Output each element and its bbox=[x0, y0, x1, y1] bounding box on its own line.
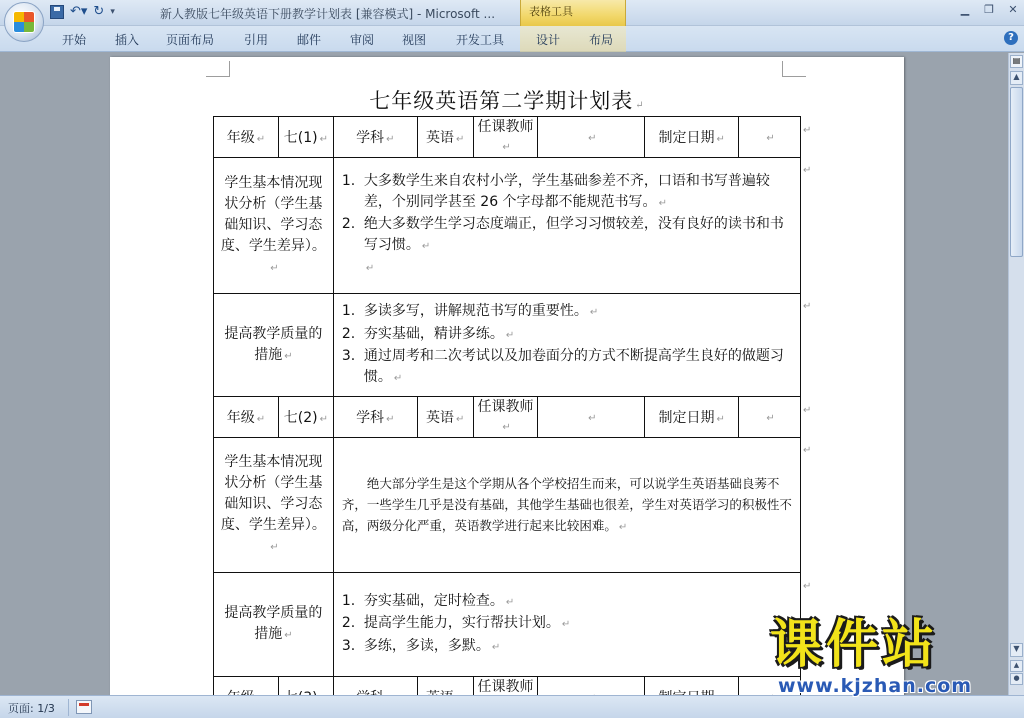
analysis-content[interactable]: 绝大部分学生是这个学期从各个学校招生而来，可以说学生英语基础良莠不齐，一些学生几乎是没有基础，其他学生基础也很差，学生对英语学习的积极性不高，两级分化严重，英语教学进行起来比较困难。 ↵ bbox=[333, 438, 800, 573]
office-button[interactable] bbox=[4, 2, 44, 42]
plan-table[interactable] bbox=[213, 116, 801, 718]
teacher-value[interactable]: ↵ bbox=[538, 397, 645, 438]
undo-icon[interactable]: ↶▾ bbox=[70, 4, 88, 19]
end-of-row-mark: ↵ bbox=[803, 301, 812, 312]
quick-access-toolbar bbox=[50, 4, 115, 20]
teacher-label: 任课教师↵ bbox=[473, 117, 538, 158]
date-label: 制定日期 ↵ bbox=[645, 397, 739, 438]
tab-home[interactable]: 开始 bbox=[62, 33, 87, 47]
tab-page-layout[interactable]: 页面布局 bbox=[166, 33, 215, 47]
restore-icon[interactable]: ❐ bbox=[984, 3, 994, 16]
title-bar bbox=[0, 0, 1024, 26]
teacher-label: 任课教师↵ bbox=[473, 397, 538, 438]
tab-developer[interactable]: 开发工具 bbox=[456, 33, 505, 47]
grade-label: 年级 ↵ bbox=[214, 117, 279, 158]
document-heading: 七年级英语第二学期计划表 ↵ bbox=[369, 89, 645, 113]
tab-references[interactable]: 引用 bbox=[244, 33, 269, 47]
page-number-indicator[interactable]: 页面: 1/3 bbox=[8, 702, 55, 715]
table-row bbox=[214, 438, 801, 573]
previous-page-icon[interactable]: ▲ bbox=[1010, 660, 1023, 672]
subject-label: 学科 ↵ bbox=[333, 117, 417, 158]
save-icon[interactable] bbox=[50, 5, 64, 19]
ribbon-tabs bbox=[0, 26, 1024, 52]
redo-icon[interactable]: ↻ bbox=[93, 4, 105, 19]
teacher-label: 任课教师 bbox=[473, 677, 538, 718]
table-row bbox=[214, 573, 801, 677]
window-title: 新人教版七年级英语下册教学计划表 [兼容模式] - Microsoft ... bbox=[160, 7, 496, 21]
end-of-row-mark: ↵ bbox=[803, 445, 812, 456]
contextual-group-table-tools: 表格工具 bbox=[520, 0, 626, 26]
table-row bbox=[214, 117, 801, 158]
measures-label: 提高教学质量的措施 ↵ bbox=[214, 294, 334, 397]
scroll-thumb[interactable] bbox=[1010, 87, 1023, 257]
date-label: 制定日期 ↵ bbox=[645, 117, 739, 158]
crop-mark bbox=[206, 61, 230, 77]
list-item: 2. 绝大多数学生学习态度端正，但学习习惯较差，没有良好的读书和书写习惯。 ↵ bbox=[341, 216, 784, 253]
grade-label: 年级 ↵ bbox=[214, 397, 279, 438]
tab-mailings[interactable]: 邮件 bbox=[297, 33, 322, 47]
table-row bbox=[214, 158, 801, 294]
close-icon[interactable]: ✕ bbox=[1008, 3, 1018, 16]
office-logo-icon bbox=[13, 11, 35, 33]
analysis-content[interactable]: 1. 大多数学生来自农村小学，学生基础参差不齐，口语和书写普遍较差，个别同学甚至 26 个字母都不能规范书写。 ↵ 2. 绝大多数学生学习态度端正，但学习习惯较差，没有良好的读书和书写习惯。 ↵ ↵ bbox=[333, 158, 800, 294]
analysis-label: 学生基本情况现状分析（学生基础知识、学习态度、学生差异）。↵ bbox=[214, 158, 334, 294]
end-of-row-mark: ↵ bbox=[803, 125, 812, 136]
end-of-row-mark: ↵ bbox=[803, 405, 812, 416]
end-of-row-mark: ↵ bbox=[803, 581, 812, 592]
tab-review[interactable]: 审阅 bbox=[350, 33, 375, 47]
subject-value[interactable]: 英语 ↵ bbox=[417, 397, 473, 438]
scroll-up-icon[interactable]: ▲ bbox=[1010, 71, 1023, 85]
help-icon[interactable]: ? bbox=[1004, 31, 1018, 45]
subject-label: 学科 ↵ bbox=[333, 397, 417, 438]
subject-value[interactable]: 英语 ↵ bbox=[417, 117, 473, 158]
teacher-value[interactable]: ↵ bbox=[538, 117, 645, 158]
document-workspace bbox=[0, 53, 1008, 695]
window-controls bbox=[960, 3, 1018, 16]
status-bar bbox=[0, 695, 1024, 718]
date-value[interactable]: ↵ bbox=[739, 397, 801, 438]
date-value[interactable]: ↵ bbox=[739, 117, 801, 158]
list-item: 2. 提高学生能力，实行帮扶计划。 ↵ bbox=[341, 615, 571, 632]
list-item: 3. 多练，多读，多默。 ↵ bbox=[341, 637, 501, 654]
analysis-label: 学生基本情况现状分析（学生基础知识、学习态度、学生差异）。↵ bbox=[214, 438, 334, 573]
list-item: 1. 多读多写，讲解规范书写的重要性。 ↵ bbox=[341, 303, 599, 319]
tab-layout[interactable]: 布局 bbox=[589, 33, 614, 47]
crop-mark bbox=[782, 61, 806, 77]
list-item: 1. 夯实基础，定时检查。 ↵ bbox=[341, 592, 515, 609]
end-of-row-mark: ↵ bbox=[803, 165, 812, 176]
measures-content[interactable] bbox=[333, 294, 800, 397]
tab-design[interactable]: 设计 bbox=[536, 33, 561, 47]
table-row bbox=[214, 294, 801, 397]
customize-qat-icon[interactable]: ▾ bbox=[110, 7, 115, 17]
list-item: 3. 通过周考和二次考试以及加卷面分的方式不断提高学生良好的做题习惯。 ↵ bbox=[341, 348, 784, 385]
view-ruler-icon[interactable]: ▤ bbox=[1010, 55, 1023, 68]
measures-label: 提高教学质量的措施 ↵ bbox=[214, 573, 334, 677]
proofing-status-icon[interactable] bbox=[76, 700, 92, 714]
select-browse-object-icon[interactable]: ● bbox=[1010, 673, 1023, 685]
table-row bbox=[214, 397, 801, 438]
watermark-logo: 课件站 www.kjzhan.com bbox=[770, 615, 973, 697]
minimize-icon[interactable]: ▁ bbox=[960, 3, 970, 16]
tab-insert[interactable]: 插入 bbox=[115, 33, 140, 47]
list-item: 1. 大多数学生来自农村小学，学生基础参差不齐，口语和书写普遍较差，个别同学甚至 26 个字母都不能规范书写。 ↵ bbox=[341, 173, 770, 210]
grade-value[interactable]: 七(2) ↵ bbox=[278, 397, 333, 438]
measures-content[interactable] bbox=[333, 573, 800, 677]
scroll-down-icon[interactable]: ▼ bbox=[1010, 643, 1023, 657]
tab-view[interactable]: 视图 bbox=[402, 33, 427, 47]
grade-value[interactable]: 七(1) ↵ bbox=[278, 117, 333, 158]
vertical-scrollbar[interactable] bbox=[1008, 53, 1024, 695]
list-item: 2. 夯实基础，精讲多练。 ↵ bbox=[341, 325, 515, 342]
